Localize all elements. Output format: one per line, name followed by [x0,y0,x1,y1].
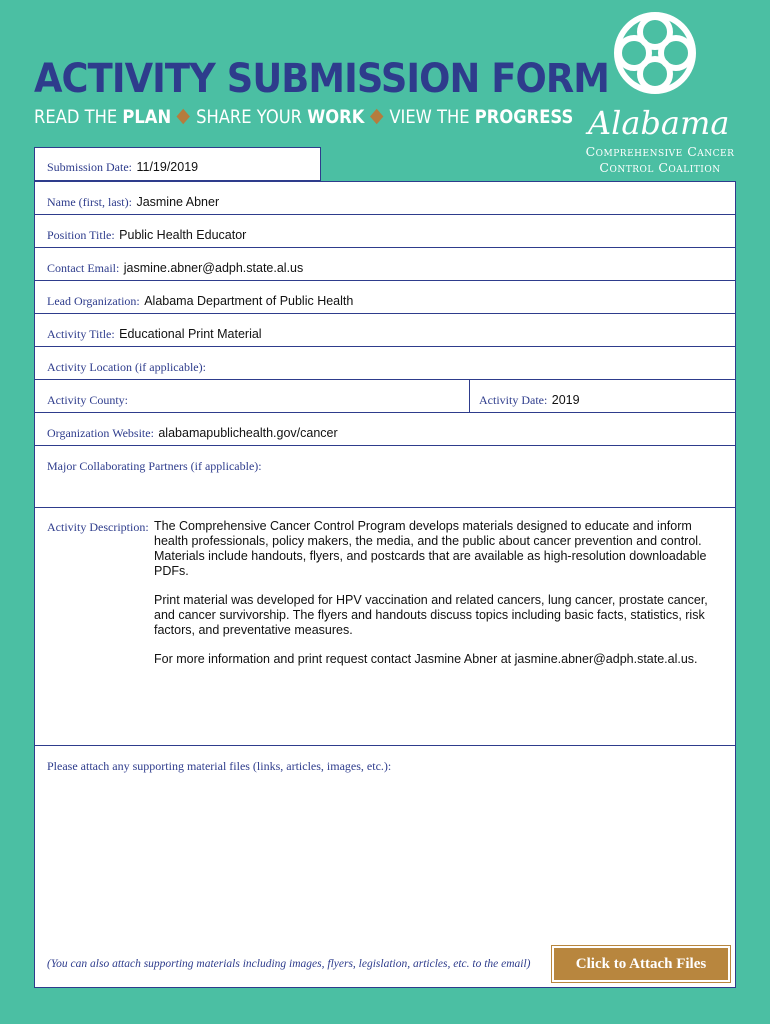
location-field[interactable] [35,347,735,380]
attachments-label: Please attach any supporting material files (links, articles, images, etc.): [47,759,392,773]
description-paragraph: The Comprehensive Cancer Control Program develops materials designed to educate and inform health professionals, policy makers, the media, and the public about cancer prevention and control. Materials include handouts, flyers, and postcards that are available as high-resolution downloadable PDFs. [154,519,707,578]
position-field[interactable] [35,215,735,248]
logo-name: Alabama [588,104,730,142]
logo-subtitle-line1: Comprehensive Cancer [585,144,735,159]
position-label: Position Title: [47,228,115,242]
description-paragraph: Print material was developed for HPV vaccination and related cancers, lung cancer, prostate cancer, and cancer survivorship. The flyers and handouts discuss topics including basic facts, statistics, risk factors, and preventative measures. [154,593,708,637]
activity-date-value[interactable]: 2019 [551,393,580,407]
name-label: Name (first, last): [47,195,132,209]
tagline-text-2: SHARE YOUR [196,106,308,128]
description-text[interactable] [154,519,724,681]
diamond-icon [177,109,190,125]
county-field[interactable] [35,380,470,412]
name-field[interactable] [35,182,735,215]
email-value[interactable]: jasmine.abner@adph.state.al.us [123,261,304,275]
organization-value[interactable]: Alabama Department of Public Health [144,294,354,308]
website-label: Organization Website: [47,426,154,440]
name-value[interactable]: Jasmine Abner [136,195,220,209]
county-date-row [35,380,735,413]
tagline-bold-1: PLAN [122,106,172,128]
submission-date-label: Submission Date: [47,160,133,174]
partners-field[interactable] [35,446,735,508]
submission-form [34,181,736,988]
email-field[interactable] [35,248,735,281]
diamond-icon [370,109,383,125]
location-label: Activity Location (if applicable): [47,360,206,374]
description-paragraph: For more information and print request contact Jasmine Abner at jasmine.abner@adph.state.al.us. [154,652,698,666]
activity-title-field[interactable] [35,314,735,347]
coalition-logo-icon [610,8,700,98]
attachments-note: (You can also attach supporting materials including images, flyers, legislation, articles, etc. to the email) [47,958,531,970]
tagline [34,106,573,128]
logo-subtitle-line2: Control Coalition [599,160,721,175]
form-title: ACTIVITY SUBMISSION FORM [34,56,610,102]
attach-files-button[interactable]: Click to Attach Files [552,946,730,982]
tagline-bold-3: PROGRESS [474,106,574,128]
website-value[interactable]: alabamapublichealth.gov/cancer [158,426,338,440]
website-field[interactable] [35,413,735,446]
partners-label: Major Collaborating Partners (if applicable): [47,459,262,473]
county-label: Activity County: [47,393,128,407]
tagline-bold-2: WORK [307,106,365,128]
description-label: Activity Description: [47,520,149,534]
submission-date-value[interactable]: 11/19/2019 [136,160,199,174]
email-label: Contact Email: [47,261,120,275]
logo-subtitle [572,144,748,176]
organization-label: Lead Organization: [47,294,140,308]
activity-title-value[interactable]: Educational Print Material [119,327,262,341]
tagline-text-1: READ THE [34,106,123,128]
description-field[interactable] [35,508,735,746]
activity-title-label: Activity Title: [47,327,115,341]
organization-field[interactable] [35,281,735,314]
tagline-text-3: VIEW THE [389,106,475,128]
submission-date-field[interactable] [34,147,321,181]
activity-date-label: Activity Date: [479,393,548,407]
position-value[interactable]: Public Health Educator [119,228,247,242]
activity-date-field[interactable] [469,380,735,412]
